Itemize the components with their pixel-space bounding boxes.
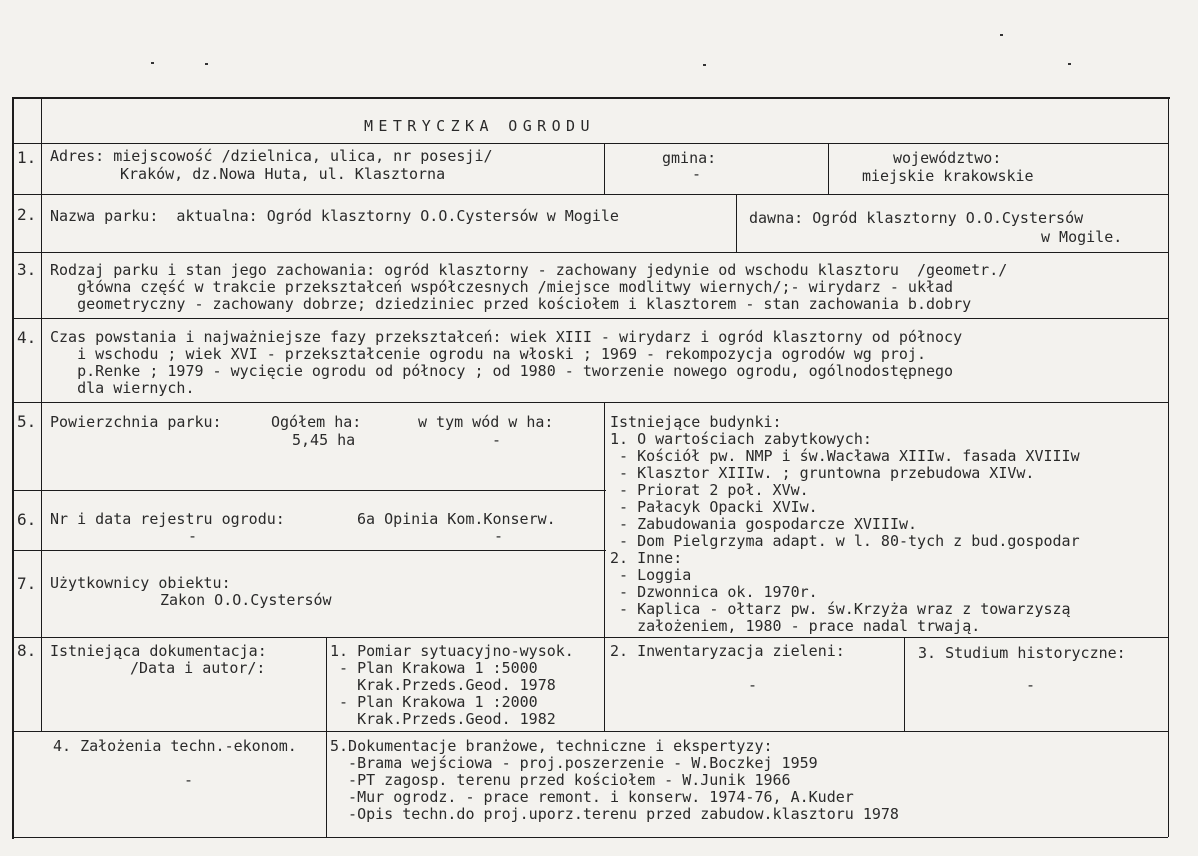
documentation-label: Istniejąca dokumentacja: [50, 642, 267, 660]
ink-speck [151, 62, 154, 64]
buildings-line: 1. O wartościach zabytkowych: [610, 430, 872, 448]
park-name-former: dawna: Ogród klasztorny O.O.Cystersów [749, 209, 1084, 227]
rule-r2 [736, 194, 737, 252]
area-label: Powierzchnia parku: [50, 413, 222, 431]
rule-bottom [12, 837, 1168, 838]
assumptions-value: - [184, 771, 194, 789]
gmina-value: - [692, 165, 702, 183]
park-type-line: główna część w trakcie przekształceń współczesnych /miejsce modlitwy wiernych/;- wirydarz - układ [50, 278, 954, 296]
park-type-line: Rodzaj parku i stan jego zachowania: ogród klasztorny - zachowany jedynie od wschodu klasztoru /geometr./ [50, 261, 1008, 279]
survey-line: Krak.Przeds.Geod. 1982 [330, 710, 556, 728]
row-number: 7. [17, 574, 37, 593]
rule-r8-b [904, 637, 905, 731]
rule-row8 [12, 731, 1168, 732]
documentation-label-cont: /Data i autor/: [130, 659, 266, 677]
rule-number-column [41, 97, 42, 731]
greenery-value: - [748, 676, 758, 694]
rule-row6 [12, 550, 606, 551]
rule-row2 [12, 252, 1168, 253]
conservator-opinion-value: - [494, 527, 504, 545]
area-total-value: 5,45 ha [292, 431, 356, 449]
area-water-value: - [492, 431, 502, 449]
users-value: Zakon O.O.Cystersów [160, 591, 332, 609]
buildings-line: - Loggia [610, 566, 692, 584]
buildings-line: - Dom Pielgrzyma adapt. w l. 80-tych z bud.gospodar [610, 532, 1080, 550]
expertise-line: -Opis techn.do proj.uporz.terenu przed zabudow.klasztoru 1978 [330, 805, 899, 823]
survey-line: 1. Pomiar sytuacyjno-wysok. [330, 642, 574, 660]
rule-title [12, 143, 1168, 144]
park-type-line: geometryczny - zachowany dobrze; dziedziniec przed kościołem i klasztorem - stan zachowania b.dobry [50, 295, 972, 313]
register-label: Nr i data rejestru ogrodu: [50, 510, 285, 528]
ink-speck [1068, 63, 1071, 65]
rule-r8-a [326, 637, 327, 837]
greenery-label: 2. Inwentaryzacja zieleni: [610, 642, 845, 660]
rule-row3 [12, 318, 1168, 319]
users-label: Użytkownicy obiektu: [50, 574, 231, 592]
ink-speck [205, 63, 208, 65]
address-label: Adres: miejscowość /dzielnica, ulica, nr posesji/ [50, 147, 493, 165]
history-line: p.Renke ; 1979 - wycięcie ogrodu od północy ; od 1980 - tworzenie nowego ogrodu, ogólnodostępnego [50, 362, 954, 380]
assumptions-label: 4. Założenia techn.-ekonom. [53, 737, 297, 755]
row-number: 3. [17, 260, 37, 279]
survey-line: - Plan Krakowa 1 :5000 [330, 659, 538, 677]
rule-row4 [12, 402, 1168, 403]
buildings-line: 2. Inne: [610, 549, 683, 567]
ink-speck [1000, 34, 1003, 36]
buildings-line: Istniejące budynki: [610, 413, 782, 431]
rule-r5-8 [604, 402, 605, 731]
address-value: Kraków, dz.Nowa Huta, ul. Klasztorna [120, 165, 446, 183]
voivodeship-value: miejskie krakowskie [862, 167, 1034, 185]
rule-row5 [12, 490, 606, 491]
rule-r1-a [604, 143, 605, 194]
row-number: 8. [17, 641, 37, 660]
page-title: METRYCZKA OGRODU [364, 117, 595, 135]
history-line: Czas powstania i najważniejsze fazy przekształceń: wiek XIII - wirydarz i ogród klasztorny od północy [50, 328, 963, 346]
row-number: 5. [17, 412, 37, 431]
rule-r1-b [828, 143, 829, 194]
buildings-line: - Kaplica - ołtarz pw. św.Krzyża wraz z towarzyszą [610, 600, 1071, 618]
voivodeship-label: województwo: [893, 149, 1002, 167]
rule-row1 [12, 194, 1168, 195]
register-value: - [188, 527, 198, 545]
ink-speck [703, 64, 706, 66]
area-total-label: Ogółem ha: [271, 413, 362, 431]
buildings-line: - Zabudowania gospodarcze XVIIIw. [610, 515, 918, 533]
history-line: dla wiernych. [50, 379, 195, 397]
park-name-current: Nazwa parku: aktualna: Ogród klasztorny O.O.Cystersów w Mogile [50, 207, 619, 225]
survey-line: Krak.Przeds.Geod. 1978 [330, 676, 556, 694]
expertise-line: 5.Dokumentacje branżowe, techniczne i ekspertyzy: [330, 737, 773, 755]
history-line: i wschodu ; wiek XVI - przekształcenie ogrodu na włoski ; 1969 - rekompozycja ogrodów wg proj. [50, 345, 926, 363]
buildings-line: - Kościół pw. NMP i św.Wacława XIIIw. fasada XVIIIw [610, 447, 1080, 465]
history-study-label: 3. Studium historyczne: [918, 644, 1126, 662]
area-water-label: w tym wód w ha: [418, 413, 554, 431]
buildings-line: założeniem, 1980 - prace nadal trwają. [610, 617, 981, 635]
row-number: 4. [17, 328, 37, 347]
buildings-line: - Dzwonnica ok. 1970r. [610, 583, 818, 601]
expertise-line: -Brama wejściowa - proj.poszerzenie - W.Boczkej 1959 [330, 754, 818, 772]
expertise-line: -Mur ogrodz. - prace remont. i konserw. 1974-76, A.Kuder [330, 788, 854, 806]
history-study-value: - [1026, 676, 1036, 694]
row-number: 2. [17, 205, 37, 224]
buildings-line: - Pałacyk Opacki XVIw. [610, 498, 818, 516]
conservator-opinion: 6a Opinia Kom.Konserw. [357, 510, 556, 528]
expertise-line: -PT zagosp. terenu przed kościołem - W.Junik 1966 [330, 771, 791, 789]
row-number: 6. [17, 510, 37, 529]
rule-right [1168, 97, 1169, 837]
buildings-line: - Priorat 2 poł. XVw. [610, 481, 809, 499]
rule-row7 [12, 637, 1168, 638]
gmina-label: gmina: [662, 149, 717, 167]
buildings-line: - Klasztor XIIIw. ; gruntowna przebudowa XIVw. [610, 464, 1035, 482]
park-name-former-cont: w Mogile. [1041, 228, 1123, 246]
survey-line: - Plan Krakowa 1 :2000 [330, 693, 538, 711]
row-number: 1. [17, 148, 37, 167]
